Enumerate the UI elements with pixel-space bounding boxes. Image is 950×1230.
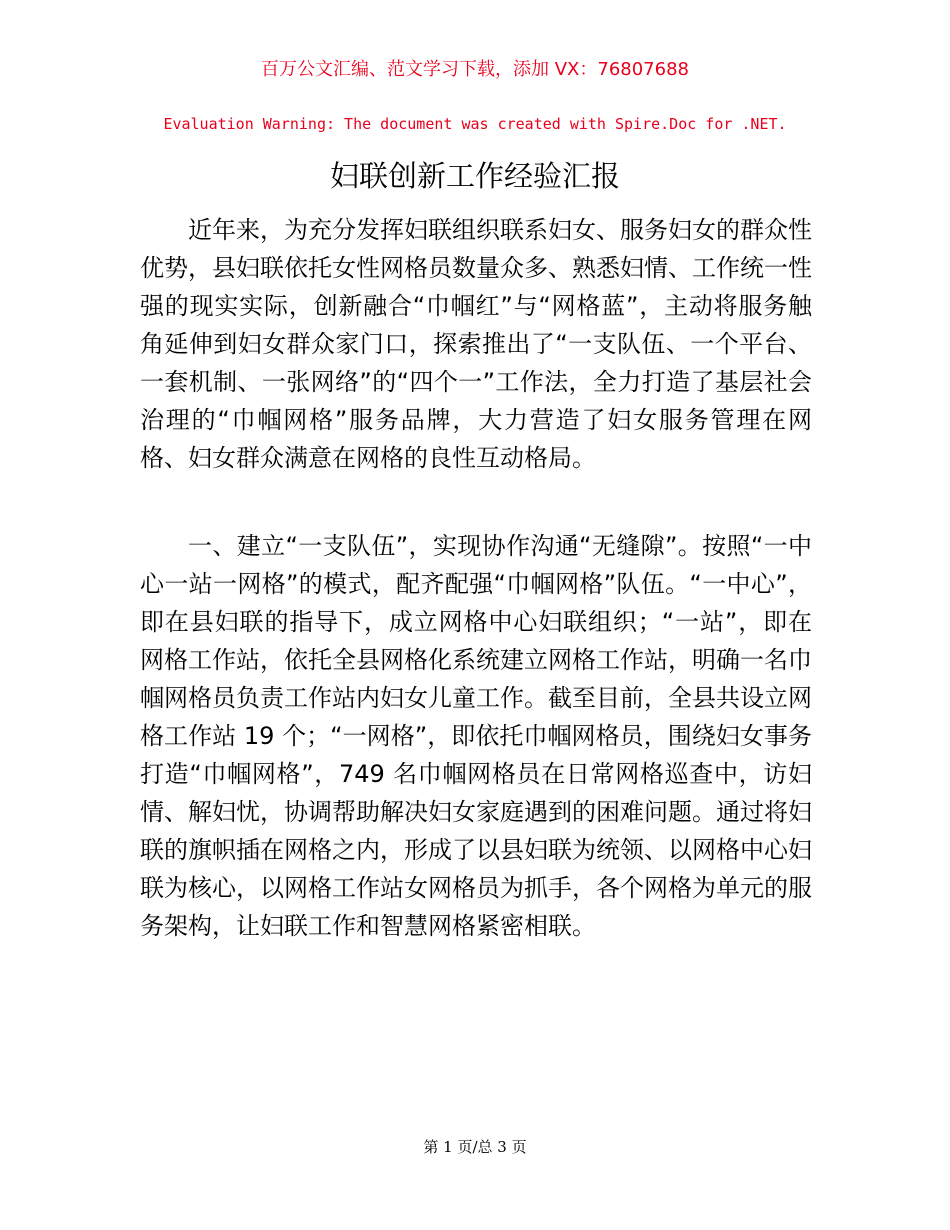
page-number-footer: 第 1 页/总 3 页 xyxy=(423,1138,527,1156)
evaluation-warning: Evaluation Warning: The document was created with Spire.Doc for .NET. xyxy=(163,115,787,133)
body-paragraph: 近年来，为充分发挥妇联组织联系妇女、服务妇女的群众性优势，县妇联依托女性网格员数量众多、熟悉妇情、工作统一性强的现实实际，创新融合“巾帼红”与“网格蓝”，主动将服务触角延伸到妇女群众家门口，探索推出了“一支队伍、一个平台、一套机制、一张网络”的“四个一”工作法，全力打造了基层社会治理的“巾帼网格”服务品牌，大力营造了妇女服务管理在网格、妇女群众满意在网格的良性互动格局。 xyxy=(140,216,812,472)
header-banner: 百万公文汇编、范文学习下载，添加 VX：76807688 xyxy=(261,59,689,80)
body-paragraph: 一、建立“一支队伍”，实现协作沟通“无缝隙”。按照“一中心一站一网格”的模式，配齐配强“巾帼网格”队伍。“一中心”，即在县妇联的指导下，成立网格中心妇联组织；“一站”，即在网格工作站，依托全县网格化系统建立网格工作站，明确一名巾帼网格员负责工作站内妇女儿童工作。截至目前，全县共设立网格工作站 19 个；“一网格”，即依托巾帼网格员，围绕妇女事务打造“巾帼网格”，749 名巾帼网格员在日常网格巡查中，访妇情、解妇忧，协调帮助解决妇女家庭遇到的困难问题。通过将妇联的旗帜插在网格之内，形成了以县妇联为统领、以网格中心妇联为核心，以网格工作站女网格员为抓手，各个网格为单元的服务架构，让妇联工作和智慧网格紧密相联。 xyxy=(140,532,812,940)
document-title: 妇联创新工作经验汇报 xyxy=(329,159,620,193)
